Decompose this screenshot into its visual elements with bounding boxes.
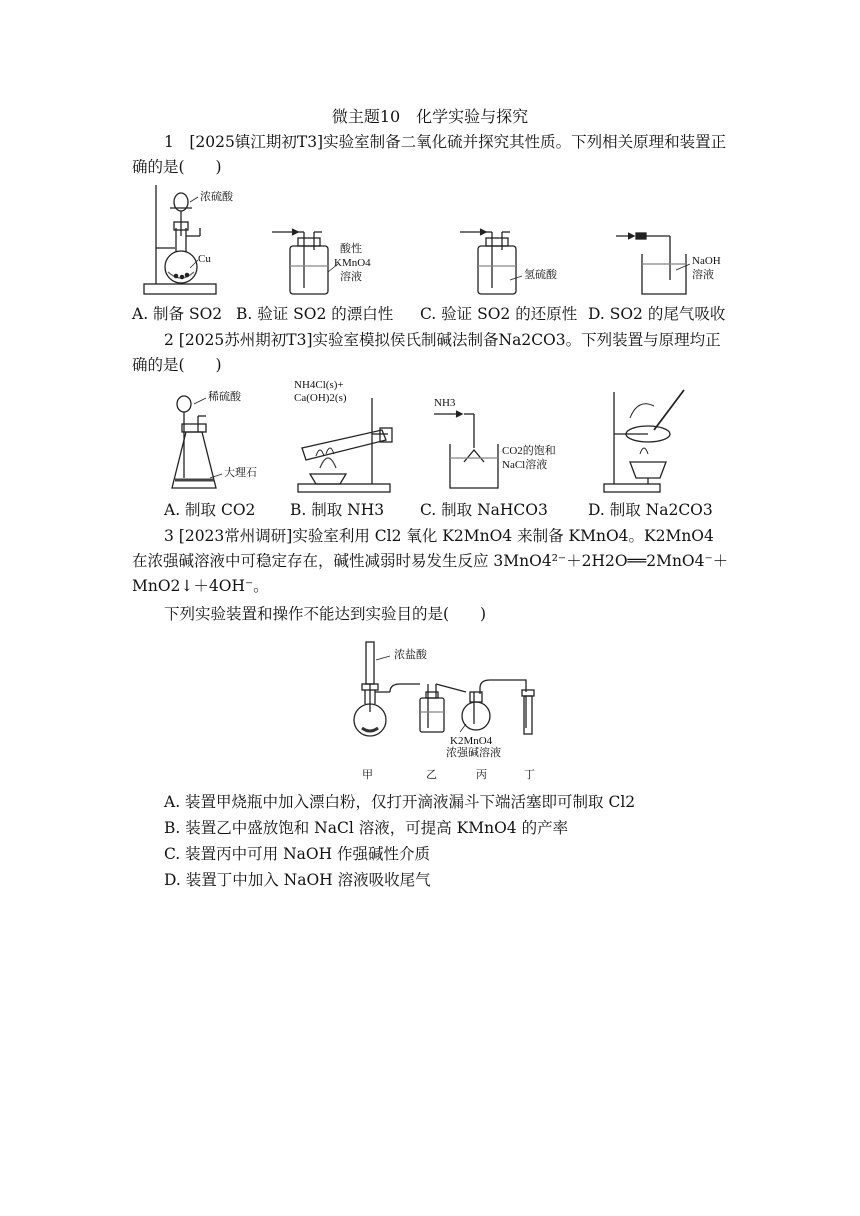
q2-label-co2-1: CO2的饱和 bbox=[502, 445, 556, 457]
q2-option-b[interactable]: B. 制取 NH3 bbox=[290, 501, 385, 519]
q3-label-yi: 乙 bbox=[426, 769, 437, 781]
q2-label-marble: 大理石 bbox=[224, 467, 257, 479]
question-3-stem: 3 [2023常州调研]实验室利用 Cl2 氧化 K2MnO4 来制备 KMnO4。K2MnO4 在浓强碱溶液中可稳定存在，碱性减弱时易发生反应 3MnO4²⁻＋2H2O══2MnO4⁻＋MnO2↓＋4OH⁻。 bbox=[132, 527, 729, 595]
q1-label-acid: 浓硫酸 bbox=[200, 191, 233, 203]
q1-apparatus-figure bbox=[130, 180, 740, 300]
q2-apparatus-d bbox=[604, 390, 684, 492]
q3-label-k2mno4-2: 浓强碱溶液 bbox=[446, 747, 501, 759]
q1-option-d[interactable]: D. SO2 的尾气吸收 bbox=[588, 305, 726, 323]
q2-apparatus-b bbox=[298, 398, 392, 492]
q1-label-kmno4-1: 酸性 bbox=[340, 243, 362, 255]
question-2-stem: 2 [2025苏州期初T3]实验室模拟侯氏制碱法制备Na2CO3。下列装置与原理均正确的是( ) bbox=[132, 331, 721, 374]
q3-label-ding: 丁 bbox=[524, 769, 535, 781]
question-1-stem: 1 [2025镇江期初T3]实验室制备二氧化硫并探究其性质。下列相关原理和装置正确的是( ) bbox=[132, 133, 727, 176]
q1-label-cu: Cu bbox=[198, 253, 211, 265]
q3-apparatus-yi bbox=[390, 684, 444, 732]
q3-label-jia: 甲 bbox=[362, 769, 373, 781]
q3-apparatus-ding bbox=[480, 680, 534, 734]
q2-apparatus-c bbox=[434, 411, 498, 488]
q2-option-a[interactable]: A. 制取 CO2 bbox=[164, 501, 256, 519]
q1-apparatus-b bbox=[272, 229, 338, 294]
q2-option-c[interactable]: C. 制取 NaHCO3 bbox=[420, 501, 548, 519]
q1-apparatus-c bbox=[460, 229, 522, 294]
q3-apparatus-figure bbox=[340, 632, 560, 782]
question-3-prompt: 下列实验装置和操作不能达到实验目的是( ) bbox=[164, 605, 487, 623]
q1-label-kmno4-3: 溶液 bbox=[340, 271, 362, 283]
q3-apparatus-jia bbox=[354, 642, 390, 736]
q2-label-acid: 稀硫酸 bbox=[208, 391, 241, 403]
q3-label-hcl: 浓盐酸 bbox=[394, 649, 427, 661]
q3-option-a[interactable]: A. 装置甲烧瓶中加入漂白粉，仅打开滴液漏斗下端活塞即可制取 Cl2 bbox=[164, 793, 636, 811]
q2-option-d[interactable]: D. 制取 Na2CO3 bbox=[588, 501, 713, 519]
q3-option-b[interactable]: B. 装置乙中盛放饱和 NaCl 溶液，可提高 KMnO4 的产率 bbox=[164, 819, 569, 837]
q1-apparatus-d bbox=[616, 233, 690, 294]
q3-option-d[interactable]: D. 装置丁中加入 NaOH 溶液吸收尾气 bbox=[164, 871, 431, 889]
q1-option-c[interactable]: C. 验证 SO2 的还原性 bbox=[420, 305, 578, 323]
q1-option-a[interactable]: A. 制备 SO2 bbox=[132, 305, 223, 323]
q2-apparatus-figure bbox=[150, 378, 750, 496]
q1-label-kmno4-2: KMnO4 bbox=[334, 257, 371, 269]
q2-label-nh3: NH3 bbox=[434, 397, 456, 409]
q2-apparatus-a bbox=[172, 396, 222, 488]
page-title: 微主题10 化学实验与探究 bbox=[331, 107, 529, 126]
q1-label-h2s: 氢硫酸 bbox=[524, 269, 557, 281]
q3-label-k2mno4-1: K2MnO4 bbox=[450, 735, 493, 747]
q2-label-reagent-1: NH4Cl(s)+ bbox=[294, 379, 344, 391]
q1-label-naoh-1: NaOH bbox=[692, 255, 721, 267]
q3-label-bing: 丙 bbox=[476, 769, 487, 781]
q2-label-co2-2: NaCl溶液 bbox=[502, 459, 548, 471]
q2-label-reagent-2: Ca(OH)2(s) bbox=[294, 392, 347, 404]
q1-label-naoh-2: 溶液 bbox=[692, 269, 714, 281]
q3-option-c[interactable]: C. 装置丙中可用 NaOH 作强碱性介质 bbox=[164, 845, 431, 863]
q1-option-b[interactable]: B. 验证 SO2 的漂白性 bbox=[236, 305, 394, 323]
